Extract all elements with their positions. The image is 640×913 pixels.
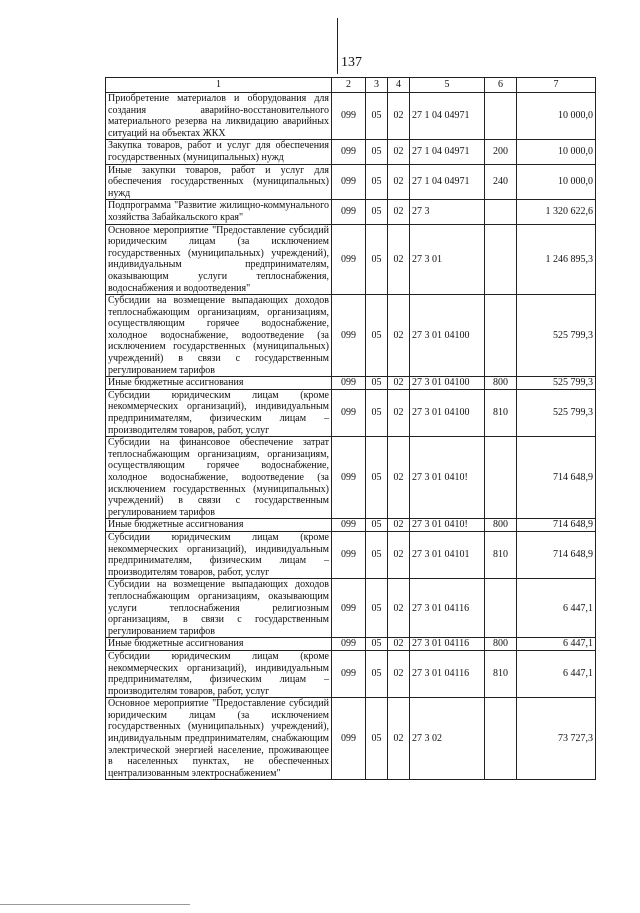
budget-table <box>105 77 596 780</box>
amount: 525 799,3 <box>517 377 596 390</box>
expense-type-code: 240 <box>485 164 517 200</box>
expense-type-code: 800 <box>485 519 517 532</box>
table-row <box>106 531 596 578</box>
target-article-code: 27 3 01 <box>410 224 485 295</box>
ministry-code: 099 <box>332 164 366 200</box>
subsection-code: 02 <box>388 579 410 638</box>
expense-type-code <box>485 93 517 140</box>
target-article-code: 27 1 04 04971 <box>410 164 485 200</box>
section-code: 05 <box>366 579 388 638</box>
expense-type-code <box>485 295 517 377</box>
subsection-code: 02 <box>388 295 410 377</box>
amount: 1 246 895,3 <box>517 224 596 295</box>
amount: 525 799,3 <box>517 295 596 377</box>
section-code: 05 <box>366 389 388 436</box>
ministry-code: 099 <box>332 698 366 780</box>
section-code: 05 <box>366 650 388 697</box>
item-name: Подпрограмма "Развитие жилищно-коммунального хозяйства Забайкальского края" <box>106 200 332 224</box>
amount: 10 000,0 <box>517 164 596 200</box>
ministry-code: 099 <box>332 531 366 578</box>
target-article-code: 27 3 01 04116 <box>410 579 485 638</box>
item-name: Основное мероприятие "Предоставление субсидий юридическим лицам (за исключением государственных (муниципальных) учреждений), индивидуальным предпринимателям, оказывающим услуги теплоснабжения, водоснабжения и водоотведения" <box>106 224 332 295</box>
expense-type-code: 800 <box>485 377 517 390</box>
item-name: Иные бюджетные ассигнования <box>106 519 332 532</box>
table-row <box>106 638 596 651</box>
ministry-code: 099 <box>332 579 366 638</box>
section-code: 05 <box>366 519 388 532</box>
section-code: 05 <box>366 164 388 200</box>
ministry-code: 099 <box>332 93 366 140</box>
table-row <box>106 650 596 697</box>
ministry-code: 099 <box>332 638 366 651</box>
subsection-code: 02 <box>388 224 410 295</box>
item-name: Приобретение материалов и оборудования для создания аварийно-восстановительного материального резерва на ликвидацию аварийных ситуаций на объектах ЖКХ <box>106 93 332 140</box>
section-code: 05 <box>366 93 388 140</box>
amount: 10 000,0 <box>517 140 596 164</box>
header-col-7: 7 <box>517 78 596 93</box>
target-article-code: 27 3 01 04100 <box>410 377 485 390</box>
amount: 714 648,9 <box>517 531 596 578</box>
ministry-code: 099 <box>332 140 366 164</box>
table-body <box>106 93 596 780</box>
subsection-code: 02 <box>388 389 410 436</box>
expense-type-code <box>485 200 517 224</box>
table-row <box>106 377 596 390</box>
amount: 714 648,9 <box>517 519 596 532</box>
amount: 73 727,3 <box>517 698 596 780</box>
item-name: Субсидии юридическим лицам (кроме некоммерческих организаций), индивидуальным предпринимателям, физическим лицам – производителям товаров, работ, услуг <box>106 389 332 436</box>
ministry-code: 099 <box>332 519 366 532</box>
target-article-code: 27 3 01 04116 <box>410 650 485 697</box>
table-row <box>106 295 596 377</box>
table-row <box>106 224 596 295</box>
target-article-code: 27 3 01 04100 <box>410 295 485 377</box>
table-row <box>106 93 596 140</box>
expense-type-code: 800 <box>485 638 517 651</box>
item-name: Субсидии юридическим лицам (кроме некоммерческих организаций), индивидуальным предпринимателям, физическим лицам – производителям товаров, работ, услуг <box>106 531 332 578</box>
target-article-code: 27 3 01 0410! <box>410 437 485 519</box>
target-article-code: 27 1 04 04971 <box>410 93 485 140</box>
subsection-code: 02 <box>388 377 410 390</box>
ministry-code: 099 <box>332 224 366 295</box>
amount: 6 447,1 <box>517 638 596 651</box>
subsection-code: 02 <box>388 698 410 780</box>
ministry-code: 099 <box>332 650 366 697</box>
expense-type-code <box>485 579 517 638</box>
section-code: 05 <box>366 200 388 224</box>
subsection-code: 02 <box>388 437 410 519</box>
item-name: Субсидии на возмещение выпадающих доходов теплоснабжающим организациям, организациям, осуществляющим горячее водоснабжение, холодное водоснабжение, водоотведение (за исключением государственных (муниципальных) учреждений) в связи с государственным регулированием тарифов <box>106 295 332 377</box>
ministry-code: 099 <box>332 389 366 436</box>
amount: 525 799,3 <box>517 389 596 436</box>
header-row <box>106 78 596 93</box>
target-article-code: 27 3 02 <box>410 698 485 780</box>
item-name: Иные закупки товаров, работ и услуг для обеспечения государственных (муниципальных) нужд <box>106 164 332 200</box>
amount: 6 447,1 <box>517 650 596 697</box>
ministry-code: 099 <box>332 377 366 390</box>
table-row <box>106 579 596 638</box>
header-col-3: 3 <box>366 78 388 93</box>
header-col-6: 6 <box>485 78 517 93</box>
section-code: 05 <box>366 638 388 651</box>
expense-type-code: 810 <box>485 531 517 578</box>
expense-type-code: 810 <box>485 650 517 697</box>
top-margin-line <box>337 18 338 74</box>
ministry-code: 099 <box>332 437 366 519</box>
section-code: 05 <box>366 377 388 390</box>
expense-type-code <box>485 224 517 295</box>
target-article-code: 27 3 01 04101 <box>410 531 485 578</box>
table-row <box>106 437 596 519</box>
expense-type-code <box>485 698 517 780</box>
item-name: Иные бюджетные ассигнования <box>106 377 332 390</box>
target-article-code: 27 1 04 04971 <box>410 140 485 164</box>
table-row <box>106 200 596 224</box>
table-row <box>106 389 596 436</box>
item-name: Основное мероприятие "Предоставление субсидий юридическим лицам (за исключением государственных (муниципальных) учреждений), индивидуальным предпринимателям, снабжающим электрической энергией население, проживающее в населенных пунктах, не обеспеченных централизованным электроснабжением" <box>106 698 332 780</box>
subsection-code: 02 <box>388 164 410 200</box>
section-code: 05 <box>366 140 388 164</box>
item-name: Субсидии на финансовое обеспечение затрат теплоснабжающим организациям, организациям, осуществляющим горячее водоснабжение, холодное водоснабжение, водоотведение (за исключением государственных (муниципальных) учреждений) в связи с государственным регулированием тарифов <box>106 437 332 519</box>
target-article-code: 27 3 01 04116 <box>410 638 485 651</box>
subsection-code: 02 <box>388 650 410 697</box>
bottom-margin-line <box>0 904 190 905</box>
table-row <box>106 140 596 164</box>
page-number: 137 <box>341 55 362 70</box>
item-name: Субсидии на возмещение выпадающих доходов теплоснабжающим организациям, оказывающим услуги теплоснабжения религиозным организациям, в связи с государственным регулированием тарифов <box>106 579 332 638</box>
subsection-code: 02 <box>388 200 410 224</box>
expense-type-code: 810 <box>485 389 517 436</box>
item-name: Субсидии юридическим лицам (кроме некоммерческих организаций), индивидуальным предпринимателям, физическим лицам – производителям товаров, работ, услуг <box>106 650 332 697</box>
section-code: 05 <box>366 698 388 780</box>
ministry-code: 099 <box>332 200 366 224</box>
section-code: 05 <box>366 224 388 295</box>
header-col-5: 5 <box>410 78 485 93</box>
target-article-code: 27 3 <box>410 200 485 224</box>
expense-type-code <box>485 437 517 519</box>
header-col-1: 1 <box>106 78 332 93</box>
item-name: Иные бюджетные ассигнования <box>106 638 332 651</box>
table-row <box>106 164 596 200</box>
amount: 714 648,9 <box>517 437 596 519</box>
subsection-code: 02 <box>388 93 410 140</box>
ministry-code: 099 <box>332 295 366 377</box>
amount: 10 000,0 <box>517 93 596 140</box>
item-name: Закупка товаров, работ и услуг для обеспечения государственных (муниципальных) нужд <box>106 140 332 164</box>
section-code: 05 <box>366 437 388 519</box>
amount: 6 447,1 <box>517 579 596 638</box>
subsection-code: 02 <box>388 519 410 532</box>
target-article-code: 27 3 01 04100 <box>410 389 485 436</box>
subsection-code: 02 <box>388 638 410 651</box>
amount: 1 320 622,6 <box>517 200 596 224</box>
section-code: 05 <box>366 531 388 578</box>
subsection-code: 02 <box>388 140 410 164</box>
table-row <box>106 519 596 532</box>
table-row <box>106 698 596 780</box>
header-col-4: 4 <box>388 78 410 93</box>
expense-type-code: 200 <box>485 140 517 164</box>
target-article-code: 27 3 01 0410! <box>410 519 485 532</box>
section-code: 05 <box>366 295 388 377</box>
subsection-code: 02 <box>388 531 410 578</box>
header-col-2: 2 <box>332 78 366 93</box>
